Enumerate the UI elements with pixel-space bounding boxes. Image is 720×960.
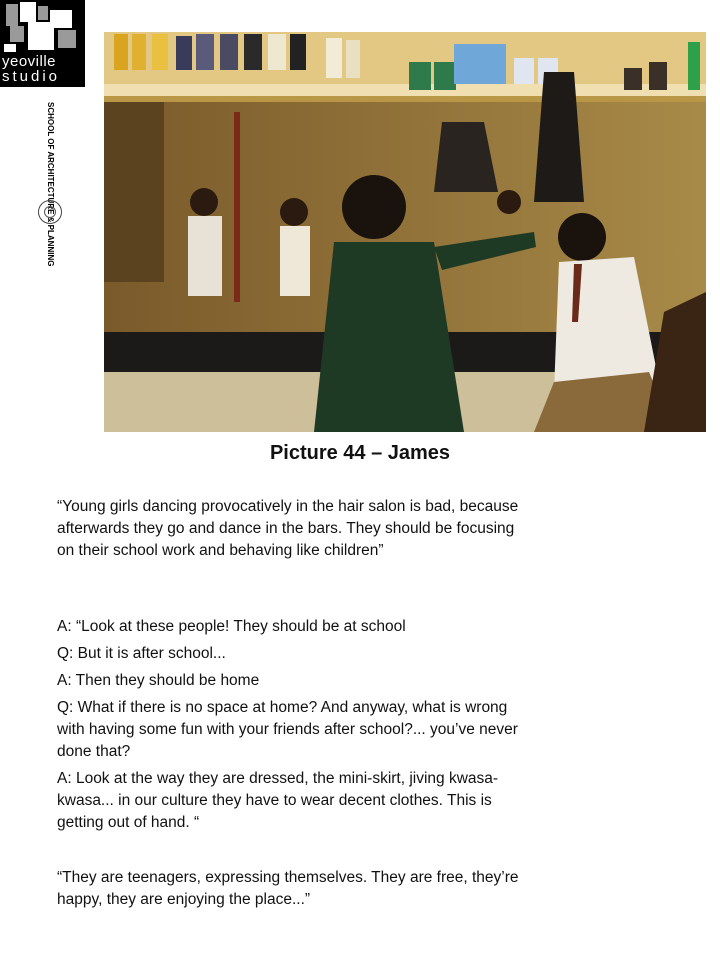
logo-block xyxy=(20,2,36,22)
dialogue-line-1: A: “Look at these people! They should be at school xyxy=(57,618,406,635)
logo-block xyxy=(58,30,76,48)
dialogue-line-2: Q: But it is after school... xyxy=(57,645,226,662)
logo-block xyxy=(4,44,16,52)
salon-dancing-photo xyxy=(104,32,706,432)
dialogue-line-4: Q: What if there is no space at home? And anyway, what is wrong with having some fun with your friends after school?... you’ve never done that? xyxy=(57,699,518,760)
dialogue-line-5: A: Look at the way they are dressed, the mini-skirt, jiving kwasa-kwasa... in our culture they have to wear decent clothes. This is getting out of hand. “ xyxy=(57,770,499,831)
school-architecture-planning-label xyxy=(36,102,55,267)
logo-block xyxy=(38,6,48,20)
logo-block xyxy=(28,22,54,50)
logo-block xyxy=(6,4,18,26)
dialogue-line-3: A: Then they should be home xyxy=(57,672,260,689)
logo-block xyxy=(10,26,24,42)
quote-paragraph-2: “They are teenagers, expressing themselves. They are free, they’re happy, they are enjoying the place...” xyxy=(57,869,519,908)
yeoville-studio-logo xyxy=(0,0,85,87)
logo-word-yeoville: yeoville xyxy=(2,53,57,70)
picture-caption: Picture 44 – James xyxy=(269,442,451,464)
logo-word-studio: studio xyxy=(2,68,61,85)
vertical-school-text: SCHOOL OF ARCHITECTURE & PLANNING xyxy=(46,102,55,267)
university-seal-icon xyxy=(38,200,62,224)
photo-illustration xyxy=(104,32,706,432)
quote-paragraph-1: “Young girls dancing provocatively in the hair salon is bad, because afterwards they go and dance in the bars. They should be focusing on their school work and behaving like children” xyxy=(57,498,519,559)
